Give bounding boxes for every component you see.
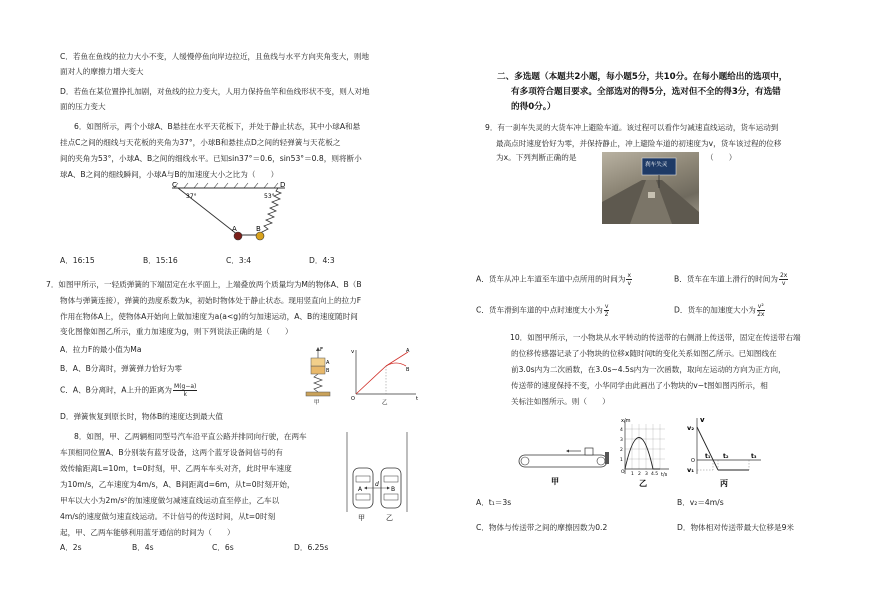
fraction-numerator: v (604, 303, 609, 310)
q9-stem-line3: 为x。下列判断正确的是 (496, 153, 577, 162)
q9-option-c (476, 303, 610, 318)
q10-option-c: C．物体与传送带之间的摩擦因数为0.2 (476, 523, 608, 532)
label-a: A (326, 360, 330, 366)
vt-label-t3: t₃ (751, 453, 757, 460)
label-jia: 甲 (358, 514, 365, 522)
vt-label-v: v (700, 416, 705, 424)
q9-option-b (674, 272, 789, 287)
q8-stem-line4: 为10m/s，乙车速度为4m/s，A、B间距离d=6m，从t=0时刻开始， (60, 480, 295, 489)
q6-option-d: D．4:3 (309, 256, 335, 265)
vt-label-t2: t₂ (723, 453, 729, 460)
q5-option-c-line1: C．若鱼在鱼线的拉力大小不变，人缓慢停鱼向岸边拉近，且鱼线与水平方向夹角变大，则地 (60, 52, 370, 61)
sensor (605, 452, 609, 464)
q10-option-d: D．物体相对传送带最大位移是9米 (677, 523, 794, 532)
q6-option-a: A．16:15 (60, 256, 95, 265)
xt-label-x: x/m (621, 418, 631, 424)
fraction-numerator: 2x (779, 272, 788, 279)
xt-tick-1: 1 (620, 458, 623, 463)
xt-tick-2: 2 (620, 448, 623, 453)
q9-option-a-fraction (626, 272, 632, 287)
xt-tick-t3: 3 (645, 472, 648, 477)
q7-option-c (60, 383, 198, 398)
q9-option-b-fraction (779, 272, 788, 287)
ceiling-hatch (174, 183, 278, 188)
q9-option-d-fraction (757, 303, 765, 318)
fraction-denominator: k (183, 391, 187, 398)
q5-option-d-line2: 面的压力变大 (60, 102, 106, 111)
ball-a (234, 232, 242, 240)
ball-b (256, 232, 264, 240)
q9-option-c-text: C．货车滑到车道的中点时速度大小为 (476, 305, 603, 315)
label-c: C (172, 182, 177, 189)
q7-option-d: D．弹簧恢复到原长时，物体B的速度达到最大值 (60, 412, 223, 421)
vt-label-t1: t₁ (705, 453, 711, 460)
vt-label-v2: v₂ (687, 424, 695, 432)
q7-stem-line2: 物体与弹簧连接），弹簧的劲度系数为k，初始时物体处于静止状态。现用竖直向上的拉力F (60, 296, 362, 305)
q9-option-b-text: B．货车在车道上滑行的时间为 (674, 274, 778, 284)
q10-option-a: A．t₁＝3s (476, 498, 512, 507)
q7-stem-line4: 变化图像如图乙所示，重力加速度为g，则下列说法正确的是（ ） (60, 327, 293, 336)
q9-option-c-fraction (604, 303, 610, 318)
block-a (311, 358, 325, 366)
label-yi: 乙 (639, 479, 647, 488)
q7-option-a: A．拉力F的最小值为Ma (60, 345, 142, 354)
block-b (311, 366, 325, 374)
label-line-b: B (406, 367, 410, 373)
q8-stem-line7: 起，甲、乙两车能够利用蓝牙通信的时间为（ ） (60, 528, 235, 537)
q6-option-b: B．15:16 (143, 256, 178, 265)
q8-stem-line2: 车顶相同位置A、B分别装有蓝牙设备，这两个蓝牙设备间信号的有 (60, 448, 284, 457)
fraction-denominator: 2x (757, 311, 765, 318)
conveyor-belt (519, 455, 607, 467)
q8-option-d: D．6.25s (294, 543, 329, 552)
q8-figure (344, 432, 410, 522)
arrow-head (566, 450, 569, 453)
q9-stem-line1: 9．有一刹车失灵的大货车冲上避险车道。该过程可以看作匀减速直线运动，货车运动到 (485, 123, 779, 132)
curve-b (386, 363, 406, 366)
fraction-numerator: x (627, 272, 632, 279)
q6-stem-line3: 间的夹角为53°，小球A、B之间的细线水平。已知sin37°＝0.6，sin53°＝0.8，则将断小 (60, 154, 362, 163)
xt-tick-t45: 4.5 (651, 472, 659, 477)
q8-option-c: C．6s (212, 543, 234, 552)
q9-escape-lane-photo (602, 152, 699, 224)
section2-heading-line3: 的得0分。） (511, 102, 556, 112)
angle-37: 37° (186, 193, 197, 200)
block (585, 448, 593, 455)
q6-stem-line4: 球A、B之间的细线瞬间，小球A与B的加速度大小之比为（ ） (60, 170, 279, 179)
q8-stem-line1: 8．如图，甲、乙两辆相同型号汽车沿平直公路并排同向行驶，在两车 (74, 432, 307, 441)
spring (314, 374, 322, 392)
q6-stem-line2: 挂点C之间的细线与天花板的夹角为37°，小球B和悬挂点D之间的轻弹簧与天花板之 (60, 138, 341, 147)
q7-option-b: B．A、B分离时，弹簧弹力恰好为零 (60, 364, 182, 373)
label-yi: 乙 (386, 514, 393, 522)
q9-option-a (476, 272, 633, 287)
vt-origin: O (691, 458, 695, 464)
q7-option-c-fraction (173, 383, 197, 398)
section2-heading-line2: 有多项符合题目要求。全部选对的得5分，选对但不全的得3分，有选错 (511, 87, 781, 97)
q9-stem-line2: 最高点时速度恰好为零，并保持静止，冲上避险车道的初速度为v，货车该过程的位移 (496, 139, 782, 148)
label-b: B (391, 486, 396, 493)
ground (306, 392, 330, 396)
q5-option-c-line2: 面对人的摩擦力增大变大 (60, 67, 144, 76)
angle-53: 53° (264, 193, 275, 200)
line-a-cont (386, 352, 408, 366)
label-jia: 甲 (551, 477, 559, 486)
q6-figure (160, 182, 320, 248)
label-d: d (375, 481, 379, 488)
vt-label-v1: v₁ (687, 466, 695, 474)
section2-heading-line1: 二、多选题（本题共2小题，每小题5分，共10分。在每小题给出的选项中， (497, 72, 788, 82)
q10-stem-line3: 前3.0s内为二次函数，在3.0s~4.5s内为一次函数，取向左运动的方向为正方向， (511, 365, 786, 374)
q7-stem-line1: 7．如图甲所示，一轻质弹簧的下端固定在水平面上，上端叠放两个质量均为M的物体A、B（B (46, 280, 362, 289)
label-b: B (256, 225, 261, 233)
label-jia: 甲 (314, 400, 320, 406)
q9-answer-paren: （ ） (706, 153, 737, 162)
xt-tick-3: 3 (620, 438, 623, 443)
label-d: D (280, 182, 286, 189)
q8-option-b: B．4s (132, 543, 154, 552)
q8-option-a: A．2s (60, 543, 82, 552)
q8-stem-line6: 4m/s的速度做匀速直线运动。不计信号的传送时间，从t=0时刻 (60, 512, 276, 521)
label-bing: 丙 (720, 479, 728, 488)
line-a (356, 366, 386, 394)
truck (648, 192, 655, 198)
label-o: O (351, 396, 355, 402)
xt-tick-4: 4 (620, 428, 623, 433)
label-b: B (326, 368, 330, 374)
sign-text: 刹车失灵 (645, 162, 668, 168)
xt-tick-t2: 2 (638, 472, 641, 477)
label-t: t (416, 396, 419, 402)
q9-option-d-text: D．货车的加速度大小为 (674, 305, 756, 315)
xt-curve (625, 438, 660, 470)
label-yi: 乙 (382, 400, 388, 406)
xt-grid (625, 424, 665, 469)
fraction-denominator: 2 (604, 311, 609, 318)
xt-label-t: t/s (661, 472, 668, 478)
q7-stem-line3: 作用在物体A上，使物体A开始向上做加速度为a(a<g)的匀加速运动，A、B的速度随时间 (60, 312, 358, 321)
xt-tick-t1: 1 (631, 472, 634, 477)
fraction-denominator: v (627, 280, 632, 287)
q6-option-c: C．3:4 (226, 256, 252, 265)
q5-option-d-line1: D．若鱼在某位置挣扎加剧，对鱼线的拉力变大，人用力保持鱼竿和鱼线形状不变，则人对地 (60, 87, 370, 96)
q9-option-d (674, 303, 766, 318)
q7-figure (296, 344, 426, 406)
fraction-numerator: M(g−a) (174, 383, 197, 390)
q10-stem-line1: 10．如图甲所示，一小物块从水平转动的传送带的右侧滑上传送带，固定在传送带右端 (510, 333, 801, 342)
xt-origin: O (621, 470, 625, 475)
label-line-a: A (406, 348, 410, 354)
q8-stem-line3: 效传输距离L=10m，t=0时刻，甲、乙两车车头对齐，此时甲车速度 (60, 464, 292, 473)
q10-stem-line2: 的位移传感器记录了小物块的位移x随时间t的变化关系如图乙所示。已知图线在 (511, 349, 777, 358)
vt-sloped-line (697, 427, 718, 470)
q10-figures (515, 412, 770, 492)
photo-scene (602, 152, 699, 224)
fraction-denominator: v (781, 280, 786, 287)
q7-option-c-text: C．A、B分离时，A上升的距离为 (60, 385, 173, 395)
label-v: v (351, 349, 355, 355)
q10-stem-line4: 传送带的速度保持不变，小华同学由此画出了小物块的v−t图如图丙所示，相 (511, 381, 768, 390)
q9-option-a-text: A．货车从冲上车道至车道中点所用的时间为 (476, 274, 626, 284)
q10-option-b: B．v₂＝4m/s (677, 498, 724, 507)
label-f: F (320, 347, 324, 353)
fraction-numerator: v² (757, 303, 764, 310)
label-a: A (358, 486, 363, 493)
q6-stem-line1: 6．如图所示，两个小球A、B悬挂在水平天花板下，并处于静止状态，其中小球A和悬 (74, 122, 361, 131)
q10-stem-line5: 关标注如图所示。则（ ） (511, 397, 610, 406)
q8-stem-line5: 甲车以大小为2m/s²的加速度做匀减速直线运动直至停止，乙车以 (60, 496, 280, 505)
label-a: A (232, 225, 237, 233)
